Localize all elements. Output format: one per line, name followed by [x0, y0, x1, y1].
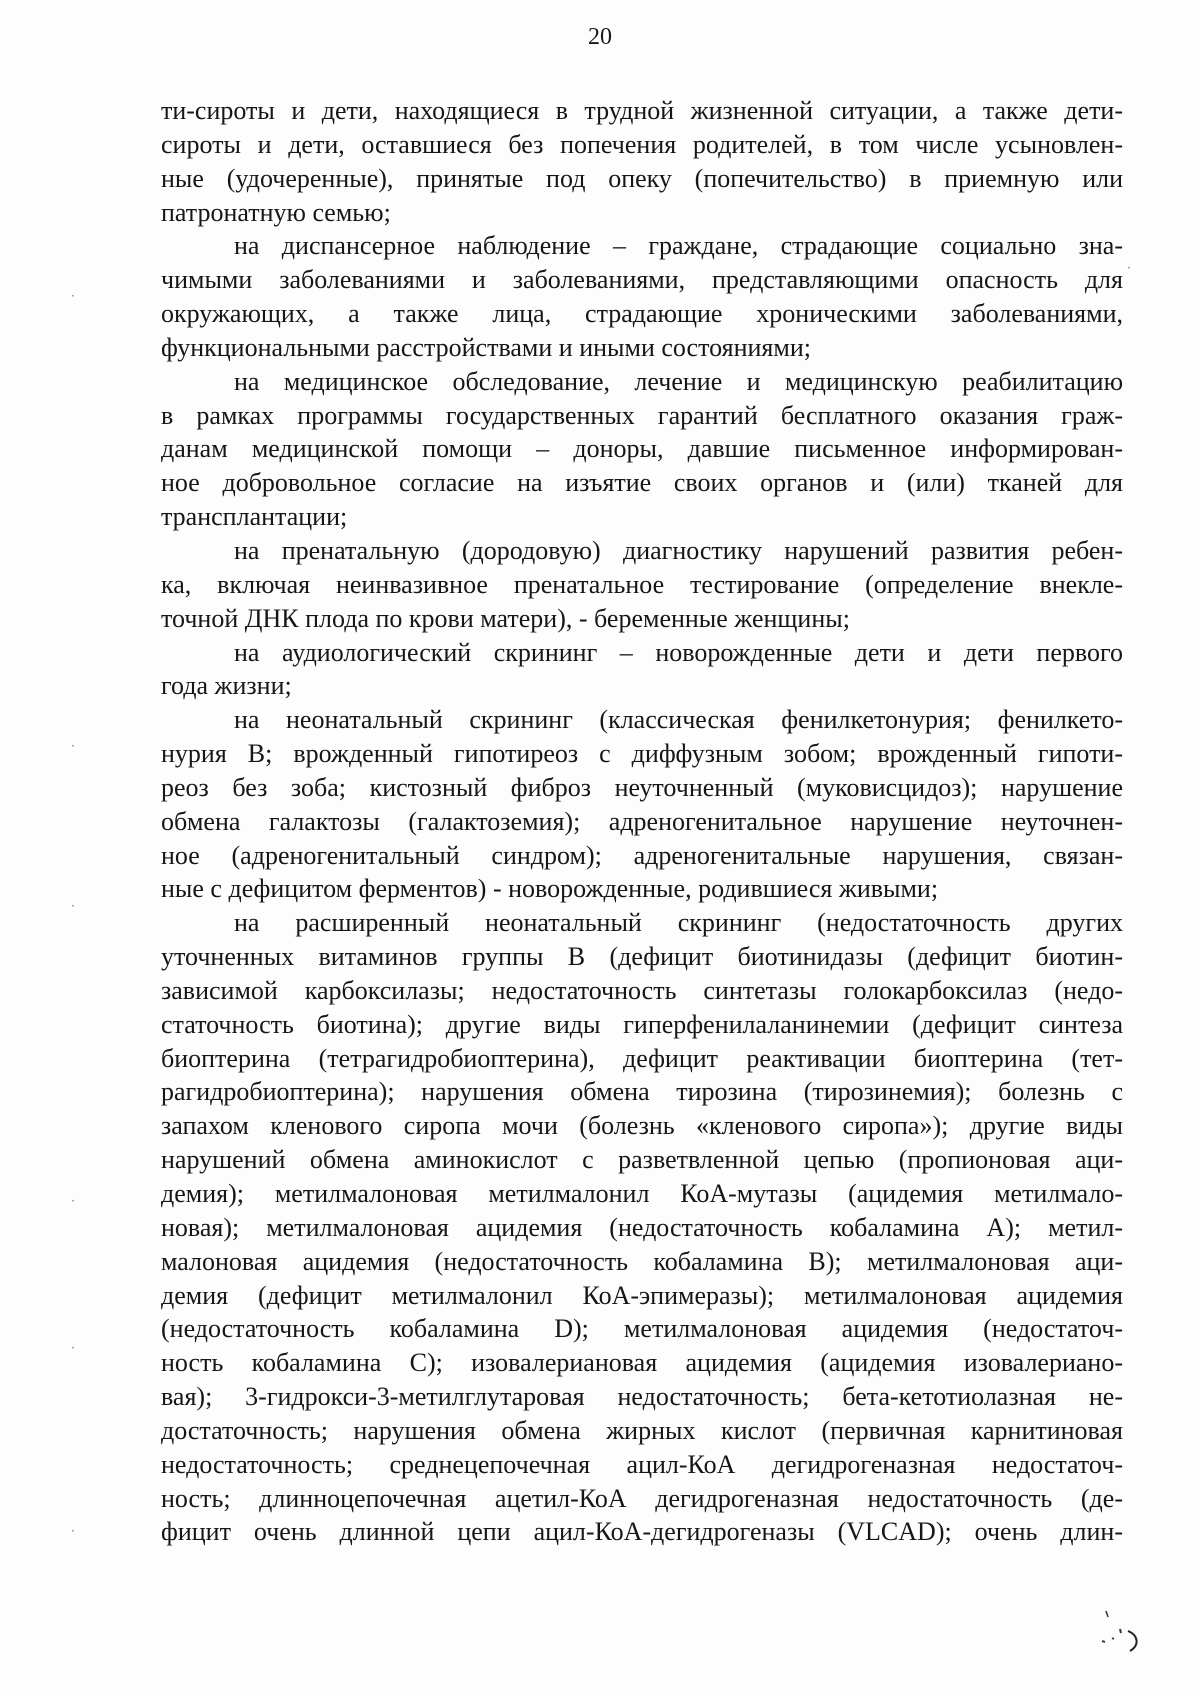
text-line: данам медицинской помощи – доноры, давшие письменное информирован-	[161, 434, 1123, 464]
text-line: ти-сироты и дети, находящиеся в трудной жизненной ситуации, а также дети-	[161, 96, 1123, 125]
text-line: ные с дефицитом ферментов) - новорожденные, родившиеся живыми;	[161, 874, 939, 904]
text-line: запахом кленового сиропа мочи (болезнь «кленового сиропа»); другие виды	[161, 1111, 1123, 1141]
text-line: уточненных витаминов группы В (дефицит биотинидазы (дефицит биотин-	[161, 942, 1123, 972]
text-line: на неонатальный скрининг (классическая фенилкетонурия; фенилкето-	[234, 705, 1123, 735]
text-line: реоз без зоба; кистозный фиброз неуточненный (муковисцидоз); нарушение	[161, 772, 1123, 802]
text-line: окружающих, а также лица, страдающие хроническими заболеваниями,	[161, 299, 1123, 329]
text-line: (недостаточность кобаламина D); метилмалоновая ацидемия (недостаточ-	[161, 1314, 1123, 1344]
scan-speck: ·	[71, 1524, 75, 1538]
text-line: ное (адреногенитальный синдром); адреногенитальные нарушения, связан-	[161, 840, 1123, 870]
text-line: биоптерина (тетрагидробиоптерина), дефицит реактивации биоптерина (тет-	[161, 1043, 1123, 1073]
text-line: фицит очень длинной цепи ацил-КоА-дегидрогеназы (VLCAD); очень длин-	[161, 1517, 1123, 1547]
text-line: нурия В; врожденный гипотиреоз с диффузным зобом; врожденный гипоти-	[161, 739, 1123, 769]
scan-speck: ·	[1127, 261, 1131, 275]
text-line: новая); метилмалоновая ацидемия (недостаточность кобаламина А); метил-	[161, 1212, 1123, 1242]
text-line: патронатную семью;	[161, 197, 391, 227]
scan-speck: ·	[71, 1341, 75, 1355]
text-line: чимыми заболеваниями и заболеваниями, представляющими опасность для	[161, 265, 1123, 295]
text-line: ка, включая неинвазивное пренатальное тестирование (определение внекле-	[161, 569, 1123, 599]
text-line: статочность биотина); другие виды гиперфенилаланинемии (дефицит синтеза	[161, 1009, 1123, 1039]
scribble-mark-icon	[1098, 1605, 1158, 1655]
text-line: на расширенный неонатальный скрининг (недостаточность других	[234, 908, 1123, 938]
text-line: на диспансерное наблюдение – граждане, страдающие социально зна-	[234, 231, 1123, 261]
text-line: ность кобаламина С); изовалериановая ацидемия (ацидемия изовалериано-	[161, 1348, 1123, 1378]
text-line: на пренатальную (дородовую) диагностику нарушений развития ребен-	[234, 535, 1123, 565]
text-line: нарушений обмена аминокислот с разветвленной цепью (пропионовая аци-	[161, 1145, 1123, 1175]
text-line: обмена галактозы (галактоземия); адреногенитальное нарушение неуточнен-	[161, 806, 1123, 836]
text-line: точной ДНК плода по крови матери), - беременные женщины;	[161, 603, 850, 633]
scan-speck: ·	[71, 899, 75, 913]
text-line: демия); метилмалоновая метилмалонил КоА-мутазы (ацидемия метилмало-	[161, 1179, 1123, 1208]
text-line: на медицинское обследование, лечение и медицинскую реабилитацию	[234, 366, 1123, 396]
scan-speck: ·	[71, 1194, 75, 1208]
scan-speck: ·	[71, 289, 75, 303]
text-line: в рамках программы государственных гарантий бесплатного оказания граж-	[161, 400, 1123, 430]
document-body	[161, 94, 1123, 1549]
text-line: ное добровольное согласие на изъятие своих органов и (или) тканей для	[161, 468, 1123, 498]
text-line: зависимой карбоксилазы; недостаточность синтетазы голокарбоксилаз (недо-	[161, 975, 1123, 1005]
scan-speck: ·	[71, 739, 75, 753]
text-line: рагидробиоптерина); нарушения обмена тирозина (тирозинемия); болезнь с	[161, 1077, 1123, 1107]
text-line: малоновая ацидемия (недостаточность кобаламина В); метилмалоновая аци-	[161, 1246, 1123, 1276]
text-line: демия (дефицит метилмалонил КоА-эпимеразы); метилмалоновая ацидемия	[161, 1280, 1123, 1310]
text-line: года жизни;	[161, 671, 292, 701]
text-line: ность; длинноцепочечная ацетил-КоА дегидрогеназная недостаточность (де-	[161, 1483, 1123, 1513]
text-line: трансплантации;	[161, 502, 348, 532]
text-line: вая); 3-гидрокси-3-метилглутаровая недостаточность; бета-кетотиолазная не-	[161, 1382, 1123, 1412]
text-line: достаточность; нарушения обмена жирных кислот (первичная карнитиновая	[161, 1415, 1123, 1445]
text-line: недостаточность; среднецепочечная ацил-КоА дегидрогеназная недостаточ-	[161, 1449, 1123, 1479]
text-line: сироты и дети, оставшиеся без попечения родителей, в том числе усыновлен-	[161, 129, 1123, 159]
page-number: 20	[588, 24, 612, 50]
text-line: функциональными расстройствами и иными состояниями;	[161, 332, 811, 362]
text-line: на аудиологический скрининг – новорожденные дети и дети первого	[234, 637, 1123, 667]
text-line: ные (удочеренные), принятые под опеку (попечительство) в приемную или	[161, 163, 1123, 193]
